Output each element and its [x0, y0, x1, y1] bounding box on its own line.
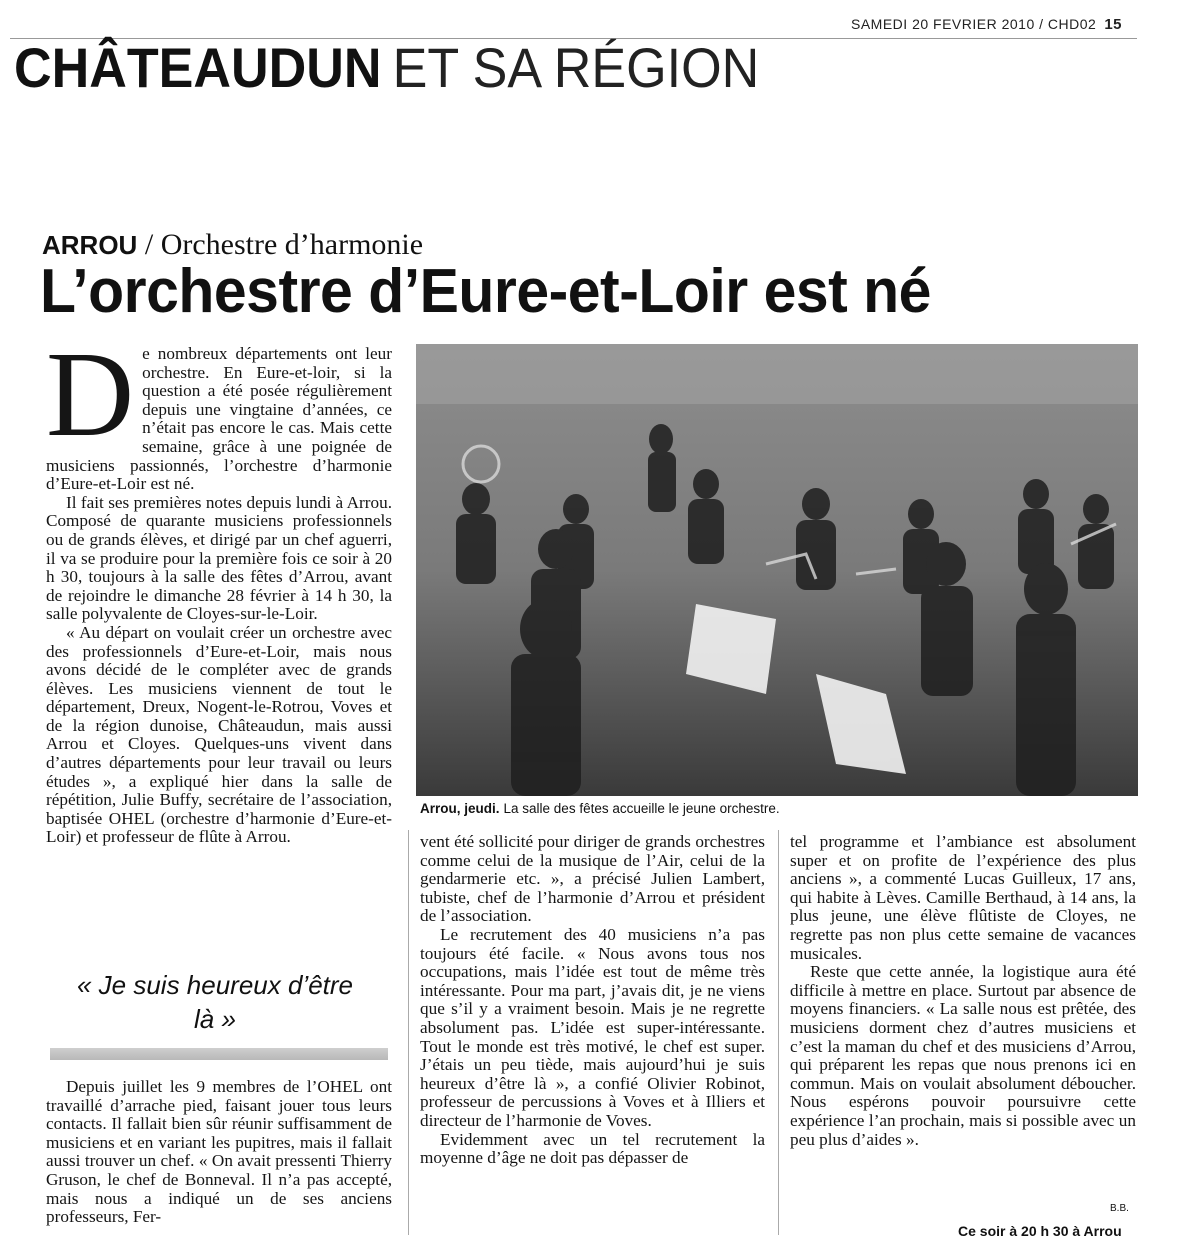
date-text: SAMEDI 20 FEVRIER 2010 / CHD02: [851, 16, 1097, 32]
paragraph: Reste que cette année, la logistique aura été difficile à mettre en place. Surtout par absence de moyens financiers. « La salle nous est prêtée, des musiciens dorment chez d’autres musiciens et c’est la maman du chef et des musiciens d’Arrou, qui préparent les repas que nous prenons ici en commun. Mais on voulait absolument déboucher. Nous espérons pouvoir poursuivre cette expérience l’an prochain, mais si possible avec un peu plus d’aides ».: [790, 962, 1136, 1149]
paragraph: vent été sollicité pour diriger de grands orchestres comme celui de la musique de l’Air, celui de la gendarmerie etc. », a précisé Julien Lambert, tubiste, chef de l’harmonie d’Arrou et président de l’association.: [420, 832, 765, 926]
column-divider: [408, 830, 409, 1235]
kicker-separator: /: [137, 228, 161, 261]
section-title-light: ET SA RÉGION: [392, 36, 760, 99]
section-title-bold: CHÂTEAUDUN: [14, 36, 382, 99]
page-number: 15: [1104, 16, 1122, 33]
section-title: [14, 36, 759, 100]
caption-lead: Arrou, jeudi.: [420, 801, 500, 816]
author-signature: B.B.: [1110, 1203, 1129, 1214]
column-3: [790, 833, 1136, 1149]
paragraph: Depuis juillet les 9 membres de l’OHEL ont travaillé d’arrache pied, faisant jouer tous leurs contacts. Il fallait bien sûr réunir suffisamment de musiciens et en variant les pupitres, mais il fallait aussi trouver un chef. « On avait pressenti Thierry Gruson, le chef de Bonneval. Il n’a pas accepté, mais nous a indiqué un de ses anciens professeurs, Fer-: [46, 1077, 392, 1227]
pull-quote-band: [50, 1048, 388, 1060]
kicker-place: ARROU: [42, 230, 138, 260]
paragraph: tel programme et l’ambiance est absolument super et on profite de l’expérience des plus anciens », a commenté Lucas Guilleux, 17 ans, qui habite à Lèves. Camille Berthaud, à 14 ans, la plus jeune, une élève flûtiste de Cloyes, ne regrette pas non plus cette semaine de vacances musicales.: [790, 832, 1136, 963]
headline: L’orchestre d’Eure-et-Loir est né: [40, 257, 931, 326]
column-2: [420, 833, 765, 1168]
kicker-topic: Orchestre d’harmonie: [160, 228, 424, 261]
paragraph: e nombreux départements ont leur orchestre. En Eure-et-loir, si la question a été posée régulièrement depuis une vingtaine d’années, ce n’était pas encore le cas. Mais cette semaine, grâce à une poignée de musiciens passionnés, l’orchestre d’harmonie d’Eure-et-Loir est né.: [46, 344, 392, 494]
paragraph: « Au départ on voulait créer un orchestre avec des professionnels d’Eure-et-Loir, mais nous avons décidé de le compléter avec de grands élèves. Les musiciens viennent de tout le département, Dreux, Nogent-le-Rotrou, Voves et de la région dunoise, Châteaudun, mais aussi Arrou et Cloyes. Quelques-uns vivent dans d’autres départements pour leur travail ou leurs études », a expliqué hier dans la salle de répétition, Julie Buffy, secrétaire de l’association, baptisée OHEL (orchestre d’harmonie d’Eure-et-Loir) et professeur de flûte à Arrou.: [46, 622, 392, 847]
pull-quote: « Je suis heureux d’être là »: [76, 970, 354, 1034]
paragraph: Evidemment avec un tel recrutement la moyenne d’âge ne doit pas dépasser de: [420, 1129, 765, 1168]
column-divider: [778, 830, 779, 1235]
orchestra-photo-illustration: [416, 344, 1138, 796]
paragraph: Le recrutement des 40 musiciens n’a pas toujours été facile. « Nous avons tous nos occupations, mais l’idée est tout de même très intéressante. Pour ma part, j’avais dit, je ne viens que s’il y a vraiment besoin. Mais je ne regrette absolument pas. L’idée est super-intéressante. Tout le monde est très motivé, le chef est super. J’étais un peu tiède, mais aujourd’hui je suis heureux d’être là », a confié Olivier Robinot, professeur de percussions à Voves et à Illiers et directeur de l’harmonie de Voves.: [420, 924, 765, 1130]
paragraph: Il fait ses premières notes depuis lundi à Arrou. Composé de quarante musiciens professionnels ou de grands élèves, et dirigé par un chef aguerri, il va se produire pour la première fois ce soir à 20 h 30, toujours à la salle des fêtes d’Arrou, avant de rejoindre le dimanche 28 février à 14 h 30, la salle polyvalente de Cloyes-sur-le-Loir.: [46, 492, 392, 624]
drop-cap: D: [46, 327, 135, 462]
column-1: [46, 327, 392, 847]
orchestra-photo: [416, 344, 1138, 796]
event-teaser: Ce soir à 20 h 30 à Arrou: [958, 1223, 1122, 1239]
column-1-continued: [46, 1078, 392, 1227]
caption-text: La salle des fêtes accueille le jeune orchestre.: [503, 801, 780, 816]
dateline: [851, 16, 1122, 33]
photo-caption: [420, 801, 780, 816]
